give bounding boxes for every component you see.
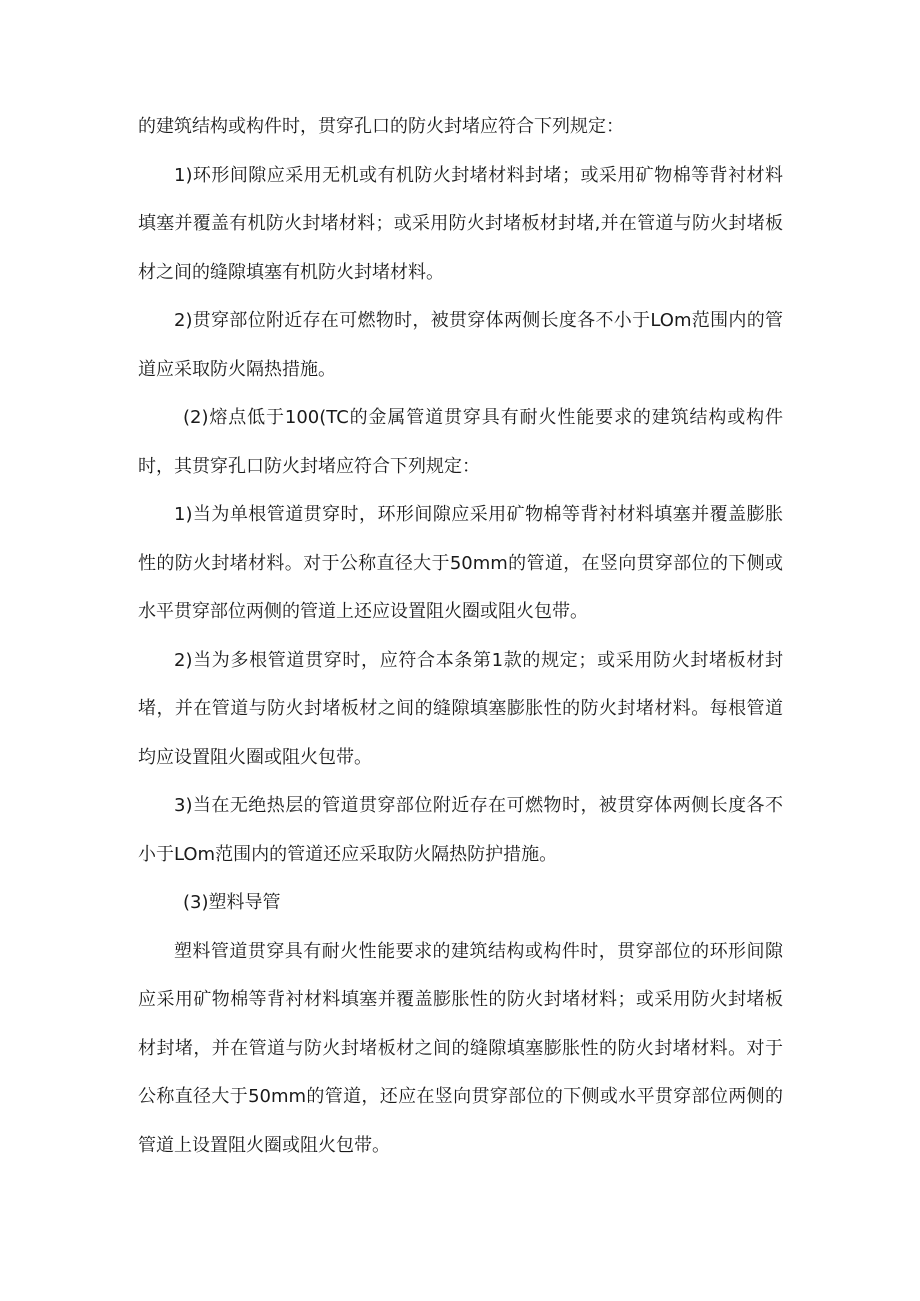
paragraph-section-2-low-melting-pipes: (2)熔点低于100(TC的金属管道贯穿具有耐火性能要求的建筑结构或构件时，其贯穿孔口防火封堵应符合下列规定： bbox=[138, 407, 783, 477]
paragraph-item-1-annular-gap: 1)环形间隙应采用无机或有机防火封堵材料封堵；或采用矿物棉等背衬材料填塞并覆盖有机防火封堵材料；或采用防火封堵板材封堵,并在管道与防火封堵板材之间的缝隙填塞有机防火封堵材料。 bbox=[138, 164, 783, 283]
paragraph-item-2-combustibles: 2)贯穿部位附近存在可燃物时，被贯穿体两侧长度各不小于LOm范围内的管道应采取防火隔热措施。 bbox=[138, 310, 783, 380]
paragraph-item-1-single-pipe: 1)当为单根管道贯穿时，环形间隙应采用矿物棉等背衬材料填塞并覆盖膨胀性的防火封堵材料。对于公称直径大于50mm的管道，在竖向贯穿部位的下侧或水平贯穿部位两侧的管道上还应设置阻火圈或阻火包带。 bbox=[138, 504, 783, 622]
paragraph-plastic-pipes: 塑料管道贯穿具有耐火性能要求的建筑结构或构件时，贯穿部位的环形间隙应采用矿物棉等背衬材料填塞并覆盖膨胀性的防火封堵材料；或采用防火封堵板材封堵，并在管道与防火封堵板材之间的缝隙填塞膨胀性的防火封堵材料。对于公称直径大于50mm的管道，还应在竖向贯穿部位的下侧或水平贯穿部位两侧的管道上设置阻火圈或阻火包带。 bbox=[138, 940, 783, 1156]
document-body bbox=[138, 103, 783, 1170]
paragraph-item-3-uninsulated-pipes: 3)当在无绝热层的管道贯穿部位附近存在可燃物时，被贯穿体两侧长度各不小于LOm范围内的管道还应采取防火隔热防护措施。 bbox=[138, 795, 783, 865]
paragraph-continuation: 的建筑结构或构件时，贯穿孔口的防火封堵应符合下列规定： bbox=[138, 116, 624, 137]
paragraph-item-2-multiple-pipes: 2)当为多根管道贯穿时，应符合本条第1款的规定；或采用防火封堵板材封堵，并在管道与防火封堵板材之间的缝隙填塞膨胀性的防火封堵材料。每根管道均应设置阻火圈或阻火包带。 bbox=[138, 649, 783, 768]
paragraph-section-3-heading: (3)塑料导管 bbox=[183, 892, 281, 913]
